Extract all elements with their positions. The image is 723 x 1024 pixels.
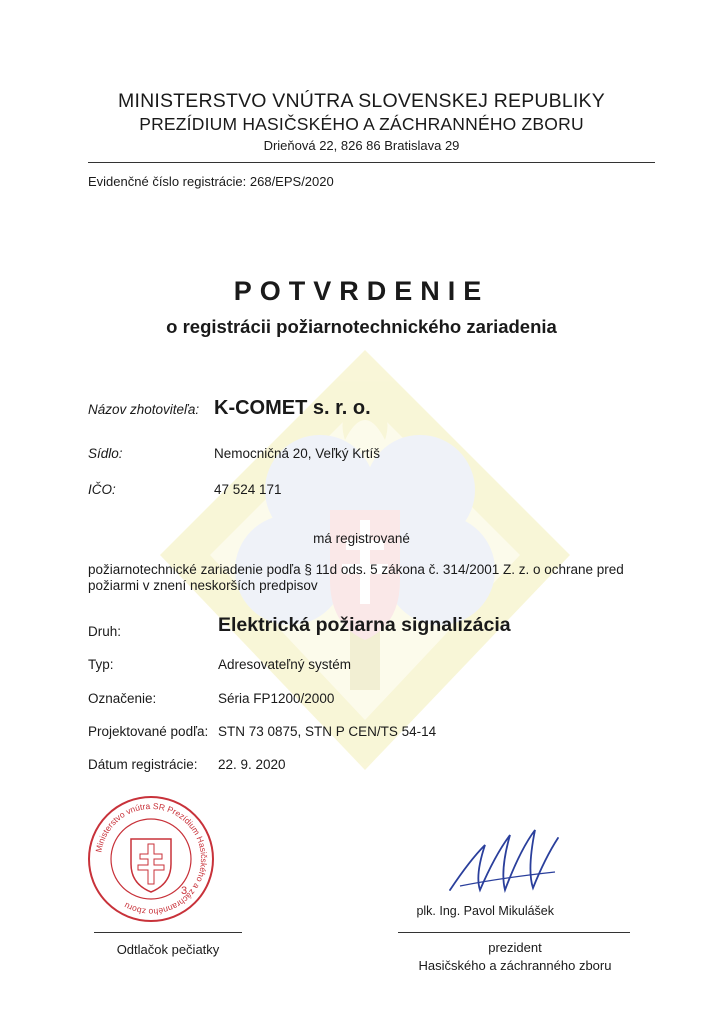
designation-label: Označenie: (88, 691, 157, 706)
designation-value: Séria FP1200/2000 (218, 691, 335, 706)
stamp-caption: Odtlačok pečiatky (116, 942, 220, 957)
date-value: 22. 9. 2020 (218, 757, 286, 772)
address-line: Drieňová 22, 826 86 Bratislava 29 (263, 138, 460, 153)
document-title: POTVRDENIE (233, 276, 490, 306)
handwritten-signature (440, 820, 570, 900)
type-label: Druh: (88, 624, 122, 639)
signatory-organization: Hasičského a záchranného zboru (418, 958, 612, 973)
stamp-number: 3 (181, 885, 188, 897)
svg-text:Ministerstvo vnútra SR Prezídi: Ministerstvo vnútra SR Prezídium Hasičského a záchranného zboru (93, 800, 210, 918)
registration-label: Evidenčné číslo registrácie: (88, 174, 247, 189)
registered-text: má registrované (313, 531, 410, 546)
header-divider (88, 162, 655, 163)
document-subtitle: o registrácii požiarnotechnického zariadenia (166, 316, 557, 337)
presidium-heading: PREZÍDIUM HASIČSKÉHO A ZÁCHRANNÉHO ZBORU (139, 114, 584, 134)
kind-label: Typ: (88, 657, 114, 672)
registration-number: 268/EPS/2020 (249, 174, 334, 189)
ico-value: 47 524 171 (214, 482, 282, 497)
kind-value: Adresovateľný systém (218, 657, 351, 672)
signatory-role: prezident (488, 940, 542, 955)
designed-value: STN 73 0875, STN P CEN/TS 54-14 (218, 724, 437, 739)
stamp-underline (94, 932, 242, 933)
signature-underline (398, 932, 630, 933)
seat-value: Nemocničná 20, Veľký Krtíš (214, 446, 381, 461)
ministry-heading: MINISTERSTVO VNÚTRA SLOVENSKEJ REPUBLIKY (118, 90, 605, 112)
seat-label: Sídlo: (88, 446, 123, 461)
legal-paragraph: požiarnotechnické zariadenie podľa § 11d ods. 5 zákona č. 314/2001 Z. z. o ochrane pred požiarmi v znení neskorších predpisov (88, 562, 624, 593)
signatory-name: plk. Ing. Pavol Mikulášek (416, 904, 554, 918)
type-value: Elektrická požiarna signalizácia (218, 614, 511, 636)
manufacturer-value: K-COMET s. r. o. (214, 397, 371, 419)
registration-number-line (88, 174, 334, 189)
date-label: Dátum registrácie: (88, 757, 198, 772)
manufacturer-label: Názov zhotoviteľa: (88, 402, 200, 417)
ico-label: IČO: (88, 482, 116, 497)
designed-label: Projektované podľa: (88, 724, 209, 739)
